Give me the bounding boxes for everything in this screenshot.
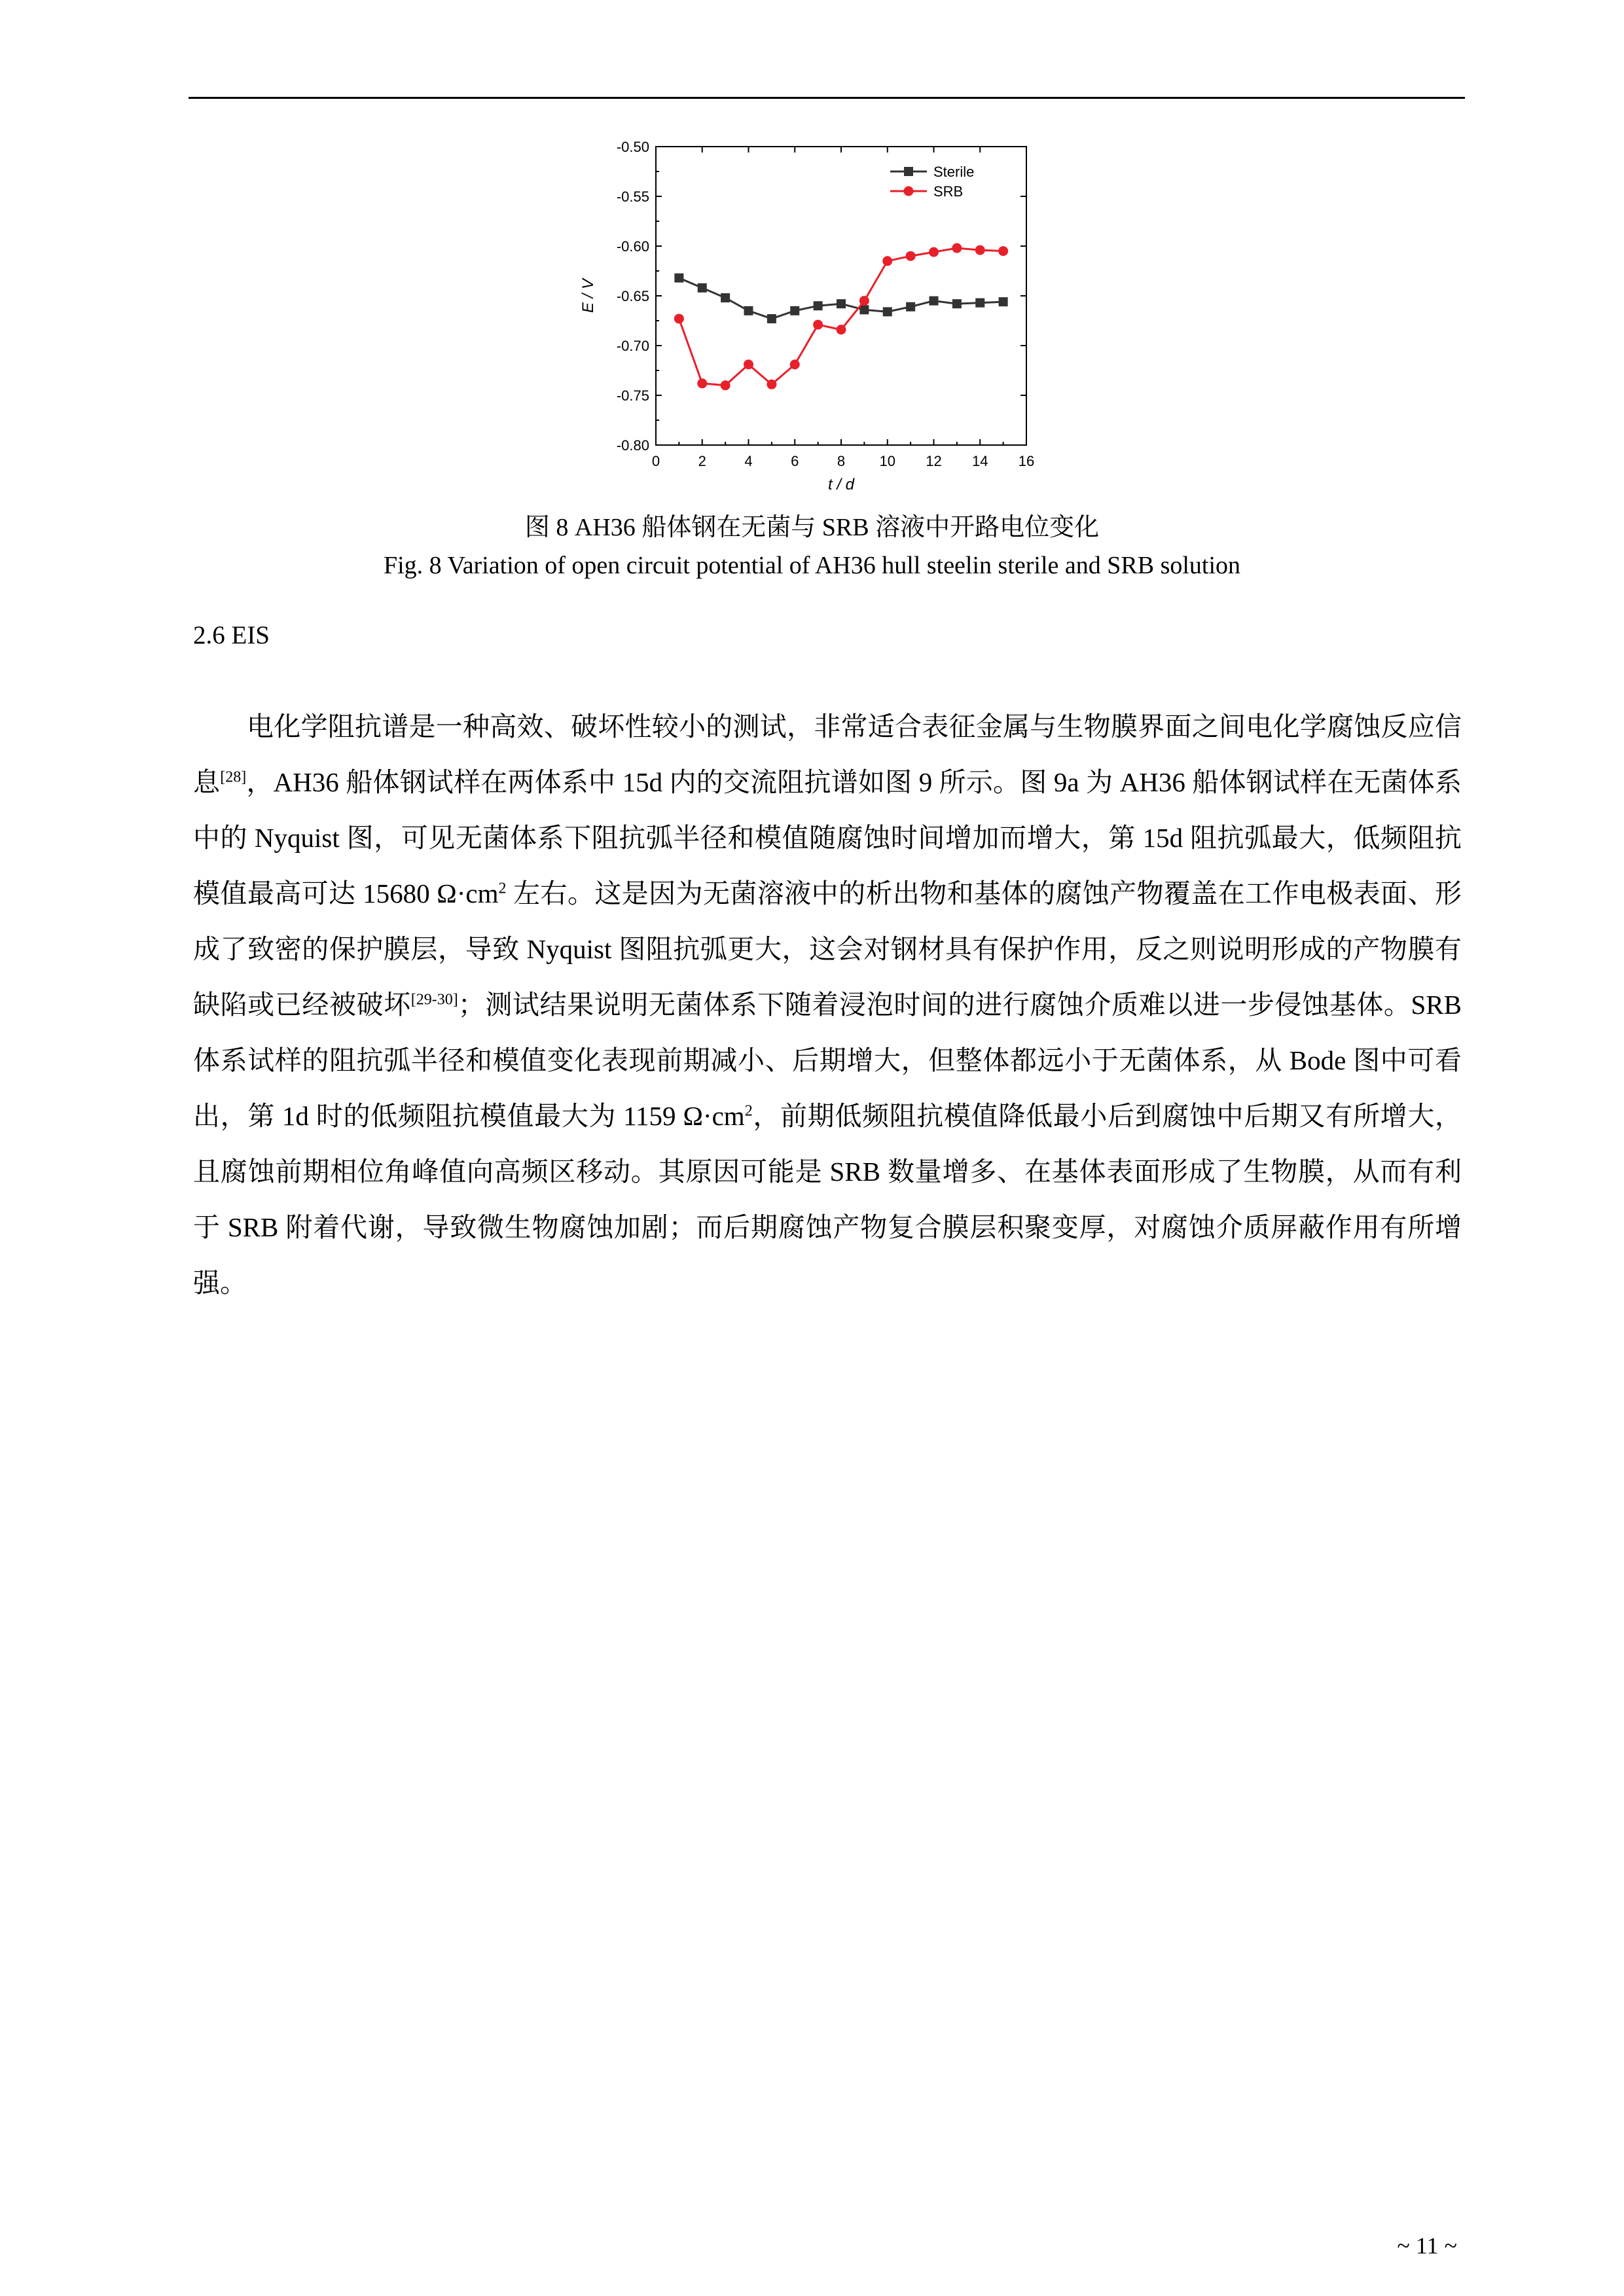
paragraph-text-3: 左右。这是因为无菌溶液中的析出物和基体的腐蚀产物覆盖在工作电极表面、形成了致密的保护膜层，导致 Nyquist 图阻抗弧更大，这会对钢材具有保护作用，反之则说明形成的产物膜有缺陷或已经被破坏 <box>193 878 1462 1020</box>
x-tick-label: 4 <box>744 453 753 469</box>
y-tick-label: -0.55 <box>616 188 649 205</box>
figure-caption-en: Fig. 8 Variation of open circuit potential of AH36 hull steelin sterile and SRB solution <box>383 552 1241 579</box>
y-tick-label: -0.60 <box>616 238 649 255</box>
legend-label-srb: SRB <box>933 183 964 200</box>
data-point-sterile <box>790 306 799 315</box>
y-tick-label: -0.70 <box>616 338 649 354</box>
paragraph-text-2: ，AH36 船体钢试样在两体系中 15d 内的交流阻抗谱如图 9 所示。图 9a 为 AH36 船体钢试样在无菌体系中的 Nyquist 图，可见无菌体系下阻抗弧半径和模值随腐蚀时间增加而增大，第 15d 阻抗弧最大，低频阻抗模值最高可达 15680 Ω·cm <box>193 767 1462 908</box>
data-point-srb <box>998 246 1008 256</box>
y-axis-label: E / V <box>579 278 597 314</box>
page-number: ~ 11 ~ <box>1397 2233 1457 2259</box>
data-point-sterile <box>721 293 730 302</box>
section-title: 2.6 EIS <box>193 621 270 649</box>
data-point-srb <box>721 380 731 390</box>
x-tick-label: 14 <box>972 453 988 469</box>
data-point-sterile <box>975 298 984 308</box>
data-point-srb <box>859 296 869 306</box>
data-point-sterile <box>814 301 823 310</box>
data-point-srb <box>697 378 707 388</box>
plot-frame <box>656 147 1026 445</box>
paragraph-text-4: ；测试结果说明无菌体系下随着浸泡时间的进行腐蚀介质难以进一步侵蚀基体。SRB 体系试样的阻抗弧半径和模值变化表现前期减小、后期增大，但整体都远小于无菌体系，从 Bode 图中可看出，第 1d 时的低频阻抗模值最大为 1159 Ω·cm <box>193 990 1462 1131</box>
data-point-sterile <box>744 306 753 315</box>
paragraph-text-1: 电化学阻抗谱是一种高效、破坏性较小的测试，非常适合表征金属与生物膜界面之间电化学腐蚀反应信息 <box>193 711 1462 797</box>
y-tick-label: -0.50 <box>616 139 649 155</box>
data-point-sterile <box>674 274 683 283</box>
data-point-sterile <box>999 297 1008 306</box>
y-tick-label: -0.80 <box>616 437 649 454</box>
x-tick-label: 2 <box>698 453 706 469</box>
data-point-srb <box>744 359 753 369</box>
data-point-sterile <box>767 314 776 323</box>
data-point-srb <box>952 243 962 253</box>
data-point-sterile <box>929 296 939 306</box>
unit-superscript-1: 2 <box>498 880 507 897</box>
series-line-srb <box>679 248 1003 386</box>
data-point-srb <box>882 256 892 266</box>
legend-marker-sterile <box>904 167 913 176</box>
x-tick-label: 0 <box>651 453 660 469</box>
data-point-sterile <box>883 307 892 316</box>
data-point-sterile <box>906 302 915 312</box>
data-point-srb <box>767 380 776 389</box>
data-point-srb <box>813 320 823 330</box>
ocp-chart <box>563 131 1060 497</box>
y-tick-label: -0.75 <box>616 387 649 404</box>
legend-marker-srb <box>904 187 914 196</box>
series-layer <box>674 243 1008 391</box>
legend-label-sterile: Sterile <box>933 164 975 180</box>
data-point-sterile <box>859 305 869 314</box>
citation-28: [28] <box>220 768 247 786</box>
data-point-srb <box>929 247 939 257</box>
data-point-sterile <box>952 299 962 308</box>
data-point-srb <box>790 359 800 369</box>
x-axis-label: t / d <box>827 476 855 493</box>
figure-caption-zh: 图 8 AH36 船体钢在无菌与 SRB 溶液中开路电位变化 <box>524 514 1100 541</box>
data-point-sterile <box>698 283 707 293</box>
chart-axes <box>579 139 1034 493</box>
x-tick-label: 8 <box>837 453 846 469</box>
data-point-sterile <box>837 299 846 308</box>
data-point-srb <box>906 251 916 261</box>
data-point-srb <box>674 314 684 323</box>
x-tick-label: 10 <box>879 453 895 469</box>
x-tick-label: 6 <box>791 453 799 469</box>
x-tick-label: 12 <box>926 453 942 469</box>
x-tick-label: 16 <box>1018 453 1035 469</box>
unit-superscript-2: 2 <box>744 1102 753 1120</box>
header-rule <box>189 97 1465 99</box>
plot-area <box>656 147 1026 445</box>
paragraph-text-5: ，前期低频阻抗模值降低最小后到腐蚀中后期又有所增大，且腐蚀前期相位角峰值向高频区移动。其原因可能是 SRB 数量增多、在基体表面形成了生物膜，从而有利于 SRB 附着代谢，导致微生物腐蚀加剧；而后期腐蚀产物复合膜层积聚变厚，对腐蚀介质屏蔽作用有所增强。 <box>193 1101 1462 1298</box>
body-paragraph <box>193 699 1462 1311</box>
chart-legend <box>890 164 974 200</box>
data-point-srb <box>975 245 985 255</box>
y-tick-label: -0.65 <box>616 288 649 304</box>
data-point-srb <box>837 325 846 334</box>
citation-29-30: [29-30] <box>410 991 458 1009</box>
